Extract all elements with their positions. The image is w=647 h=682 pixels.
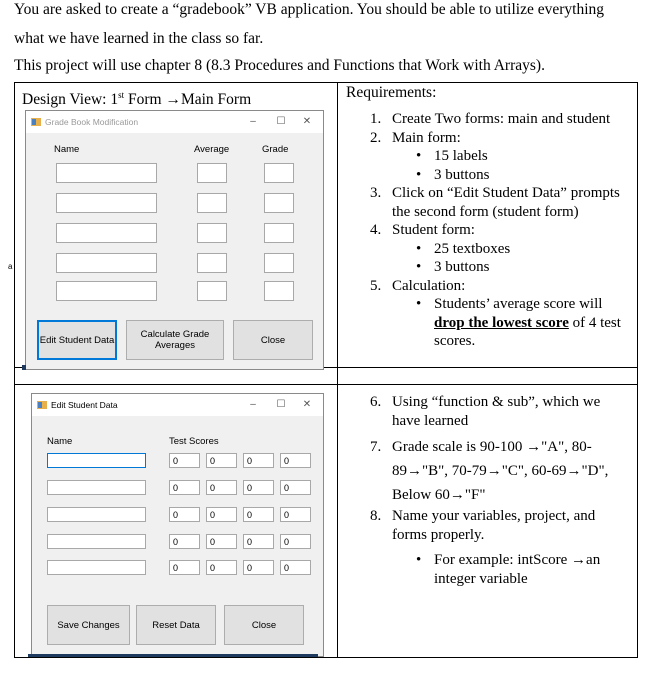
req-subitem: • 3 buttons <box>392 258 632 277</box>
main-form-title: Grade Book Modification <box>45 117 139 127</box>
requirements-list-bottom <box>370 393 632 589</box>
calculate-averages-button[interactable]: Calculate Grade Averages <box>126 320 224 360</box>
design-view-suffix: Form →Main Form <box>124 91 252 109</box>
design-view-prefix: Design View: 1 <box>22 91 119 109</box>
req-subitem: • For example: intScore →an integer variable <box>392 551 632 589</box>
requirements-title: Requirements: <box>346 84 437 101</box>
main-form-edge <box>22 365 26 370</box>
student-close-button[interactable]: Close <box>224 605 304 645</box>
req-subitem-calc: • Students’ average score will drop the lowest score of 4 test scores. <box>392 295 632 351</box>
name-label-box <box>56 223 157 243</box>
student-form-title: Edit Student Data <box>51 400 118 410</box>
student-name-input[interactable] <box>47 453 146 468</box>
student-name-input[interactable] <box>47 534 146 549</box>
label-name: Name <box>54 144 80 155</box>
req-item: 4. Student form: • 25 textboxes • 3 buttons <box>370 221 632 277</box>
student-form-window <box>31 393 324 657</box>
test-score-input[interactable]: 0 <box>243 560 274 575</box>
minimize-icon[interactable]: – <box>250 399 256 410</box>
test-score-input[interactable]: 0 <box>206 453 237 468</box>
intro-line-1: You are asked to create a “gradebook” VB application. You should be able to utilize everything <box>14 1 604 18</box>
req-subitem: • 25 textboxes <box>392 240 632 259</box>
intro-line-3: This project will use chapter 8 (8.3 Procedures and Functions that Work with Arrays). <box>14 57 545 74</box>
edit-student-data-button[interactable]: Edit Student Data <box>37 320 117 360</box>
grade-label-box <box>264 193 294 213</box>
test-score-input[interactable]: 0 <box>243 480 274 495</box>
label-test-scores: Test Scores <box>169 436 219 447</box>
test-score-input[interactable]: 0 <box>169 453 200 468</box>
test-score-input[interactable]: 0 <box>280 507 311 522</box>
test-score-input[interactable]: 0 <box>280 453 311 468</box>
main-form-window <box>25 110 324 370</box>
minimize-icon[interactable]: – <box>250 116 256 127</box>
average-label-box <box>197 281 227 301</box>
maximize-icon[interactable]: ☐ <box>276 116 286 127</box>
test-score-input[interactable]: 0 <box>206 507 237 522</box>
label-student-name: Name <box>47 436 73 447</box>
main-form-titlebar[interactable] <box>26 111 323 133</box>
name-label-box <box>56 281 157 301</box>
req-subitem: • 15 labels <box>392 147 632 166</box>
average-label-box <box>197 163 227 183</box>
requirements-list-top <box>370 110 632 351</box>
close-icon[interactable]: ✕ <box>302 399 312 410</box>
average-label-box <box>197 253 227 273</box>
req-item: 7. Grade scale is 90-100 →"A", 80-89→"B", 70-79→"C", 60-69→"D", Below 60→"F" <box>370 439 609 503</box>
label-grade: Grade <box>262 144 289 155</box>
test-score-input[interactable]: 0 <box>280 480 311 495</box>
grade-label-box <box>264 253 294 273</box>
test-score-input[interactable]: 0 <box>206 534 237 549</box>
test-score-input[interactable]: 0 <box>169 560 200 575</box>
student-name-input[interactable] <box>47 560 146 575</box>
average-label-box <box>197 223 227 243</box>
req-subitem: • 3 buttons <box>392 166 632 185</box>
req-item: 6. Using “function & sub”, which we have learned <box>370 394 601 429</box>
name-label-box <box>56 253 157 273</box>
test-score-input[interactable]: 0 <box>169 534 200 549</box>
student-form-titlebar[interactable] <box>32 394 323 416</box>
name-label-box <box>56 193 157 213</box>
name-label-box <box>56 163 157 183</box>
grade-label-box <box>264 163 294 183</box>
req-item: 8. Name your variables, project, and forms properly. • For example: intScore →an integer variable <box>370 507 632 589</box>
test-score-input[interactable]: 0 <box>243 534 274 549</box>
req-item: 5. Calculation: • Students’ average score will drop the lowest score of 4 test scores. <box>370 277 632 351</box>
test-score-input[interactable]: 0 <box>206 560 237 575</box>
app-icon <box>31 117 41 127</box>
test-score-input[interactable]: 0 <box>243 507 274 522</box>
req-item: 1. Create Two forms: main and student <box>370 111 611 127</box>
test-score-input[interactable]: 0 <box>243 453 274 468</box>
label-average: Average <box>194 144 230 155</box>
close-icon[interactable]: ✕ <box>302 116 312 127</box>
test-score-input[interactable]: 0 <box>169 507 200 522</box>
average-label-box <box>197 193 227 213</box>
grade-label-box <box>264 281 294 301</box>
reset-data-button[interactable]: Reset Data <box>136 605 216 645</box>
maximize-icon[interactable]: ☐ <box>276 399 286 410</box>
design-view-heading <box>22 90 251 109</box>
req-item: 2. Main form: • 15 labels • 3 buttons <box>370 129 632 185</box>
main-close-button[interactable]: Close <box>233 320 313 360</box>
student-name-input[interactable] <box>47 480 146 495</box>
test-score-input[interactable]: 0 <box>280 534 311 549</box>
student-form-edge <box>28 654 318 657</box>
req-item: 3. Click on “Edit Student Data” prompts the second form (student form) <box>370 185 620 220</box>
test-score-input[interactable]: 0 <box>206 480 237 495</box>
app-icon <box>37 400 47 410</box>
grade-label-box <box>264 223 294 243</box>
save-changes-button[interactable]: Save Changes <box>47 605 130 645</box>
design-view-sup: st <box>118 90 125 100</box>
student-name-input[interactable] <box>47 507 146 522</box>
test-score-input[interactable]: 0 <box>280 560 311 575</box>
side-mark: a <box>8 262 13 271</box>
intro-line-2: what we have learned in the class so far. <box>14 30 264 47</box>
test-score-input[interactable]: 0 <box>169 480 200 495</box>
